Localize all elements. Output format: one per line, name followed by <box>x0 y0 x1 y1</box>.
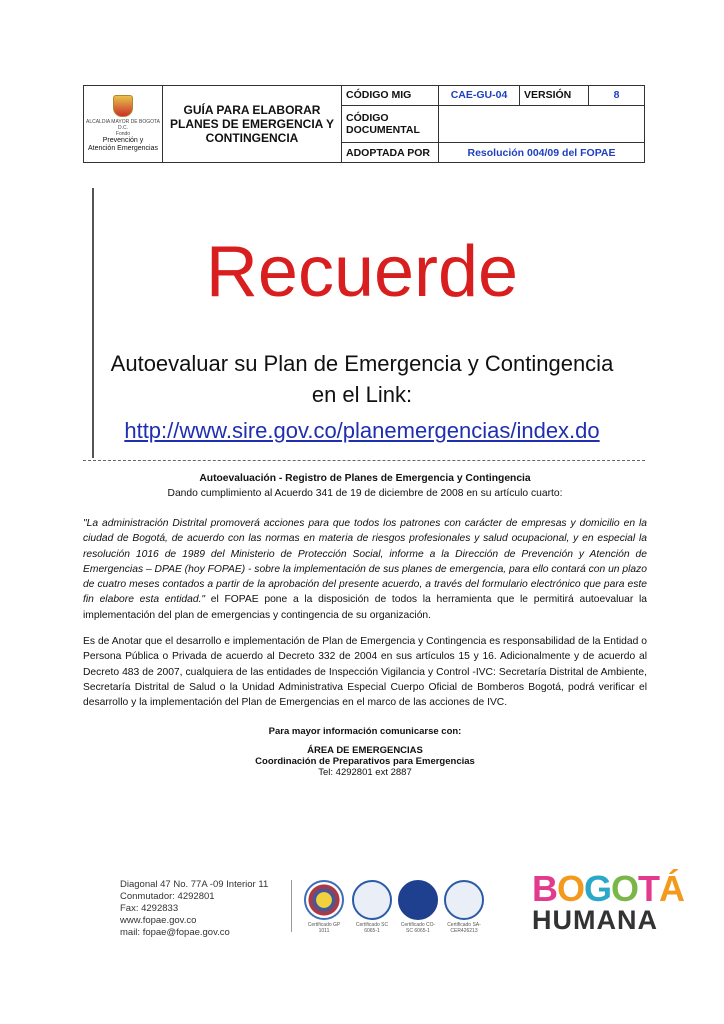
bogota-humana-logo-top <box>532 868 685 909</box>
section-subtitle: Dando cumplimiento al Acuerdo 341 de 19 de diciembre de 2008 en su artículo cuarto: <box>167 488 563 499</box>
brand-letter: O <box>557 868 585 909</box>
contact-phone: Tel: 4292801 ext 2887 <box>318 767 412 778</box>
dashed-divider <box>83 460 645 461</box>
quote-paragraph <box>83 516 647 623</box>
adoptada-por-label: ADOPTADA POR <box>342 143 439 163</box>
logo-line4: Atención Emergencias <box>87 145 159 152</box>
bogota-humana-logo-bottom: HUMANA <box>532 905 658 935</box>
responsibility-paragraph: Es de Anotar que el desarrollo e implementación de Plan de Emergencia y Contingencia es responsabilidad de la Entidad o Persona Pública o Privada de acuerdo al Decreto 332 de 2004 en sus artículos 15 y 16. Adicionalmente y de acuerdo al Decreto 483 de 2007, cualquiera de las entidades de Inspección Vigilancia y Control -IVC: Secretaría Distrital de Ambiente, Secretaría Distrital de Salud o la Unidad Administrativa Especial Cuerpo Oficial de Bomberos Bogotá, podrá verificar el desarrollo y la implementación del Plan de Emergencias en el marco de las acciones de IVC. <box>83 636 647 709</box>
codigo-mig-label: CÓDIGO MIG <box>342 86 439 106</box>
brand-letter: O <box>611 868 639 909</box>
section-title: Autoevaluación - Registro de Planes de Emergencia y Contingencia <box>199 473 531 484</box>
autoevaluation-link[interactable]: http://www.sire.gov.co/planemergencias/index.do <box>124 418 600 443</box>
footer-address: Diagonal 47 No. 77A -09 Interior 11 <box>120 879 269 890</box>
version-value: 8 <box>589 86 645 106</box>
version-label: VERSIÓN <box>520 86 589 106</box>
cert1-label: Certificado GP 1011 <box>307 922 341 934</box>
adoptada-por-value: Resolución 004/09 del FOPAE <box>439 143 645 163</box>
quote-text: "La administración Distrital promoverá acciones para que todos los patrones con carácter de empresas y domicilio en la ciudad de Bogotá, de acuerdo con las normas en materia de riesgos profesionales y salud ocupacional, y en especial la resolución 1016 de 1989 del Ministerio de Protección Social, informe a la Dirección de Prevención y Atención de Emergencias – DPAE (hoy FOPAE) - sobre la implementación de sus planes de emergencia, para ello contará con un plazo de cuatro meses contados a partir de la aprobación del presente acuerdo, a través del formulario electrónico que para este fin elabore esta entidad." <box>83 518 647 606</box>
quote-rest: el FOPAE pone a la disposición de todos la herramienta que le permitirá autoevaluar la implementación del plan de emergencias y contingencia de su organización. <box>83 594 647 621</box>
contact-coordination: Coordinación de Preparativos para Emergencias <box>255 756 475 767</box>
certification-badge-1 <box>304 880 344 934</box>
footer-mail[interactable]: mail: fopae@fopae.gov.co <box>120 927 230 938</box>
footer-contact <box>120 879 268 939</box>
certification-badge-4 <box>444 880 484 934</box>
banner-line2: en el Link: <box>311 382 413 407</box>
footer-separator <box>291 880 292 932</box>
footer-conmutador: Conmutador: 4292801 <box>120 891 215 902</box>
document-title: GUÍA PARA ELABORAR PLANES DE EMERGENCIA Y CONTINGENCIA <box>163 86 342 163</box>
brand-letter: G <box>584 868 612 909</box>
cert4-label: Certificado SA-CER426213 <box>447 922 481 934</box>
certification-badge-2 <box>352 880 392 934</box>
cert2-label: Certificado SC 6065-1 <box>355 922 389 934</box>
logo-line2: Fondo <box>115 131 131 137</box>
colombia-map-icon <box>304 880 344 920</box>
headline: Recuerde <box>205 232 519 312</box>
fopae-logo <box>84 86 163 163</box>
icontec-icon <box>352 880 392 920</box>
footer-web[interactable]: www.fopae.gov.co <box>120 915 197 926</box>
brand-letter: B <box>532 868 557 909</box>
logo-line1: ALCALDIA MAYOR DE BOGOTA D.C. <box>86 119 160 131</box>
cert3-label: Certificado CO-SC 6065-1 <box>400 922 436 934</box>
iqnet-icon <box>398 880 438 920</box>
brand-letter: T <box>638 868 660 909</box>
codigo-documental-value <box>439 105 645 143</box>
brand-letter: Á <box>659 868 685 909</box>
document-header <box>83 85 645 163</box>
certification-badge-3 <box>398 880 438 934</box>
contact-intro: Para mayor información comunicarse con: <box>268 726 462 737</box>
codigo-mig-value: CAE-GU-04 <box>439 86 520 106</box>
bogota-seal-icon <box>113 95 133 117</box>
banner-line1: Autoevaluar su Plan de Emergencia y Contingencia <box>110 351 614 376</box>
icontec-environment-icon <box>444 880 484 920</box>
codigo-documental-label: CÓDIGO DOCUMENTAL <box>342 105 439 143</box>
footer-fax: Fax: 4292833 <box>120 903 179 914</box>
logo-line3: Prevención y <box>102 137 144 144</box>
contact-area: ÁREA DE EMERGENCIAS <box>307 745 423 756</box>
